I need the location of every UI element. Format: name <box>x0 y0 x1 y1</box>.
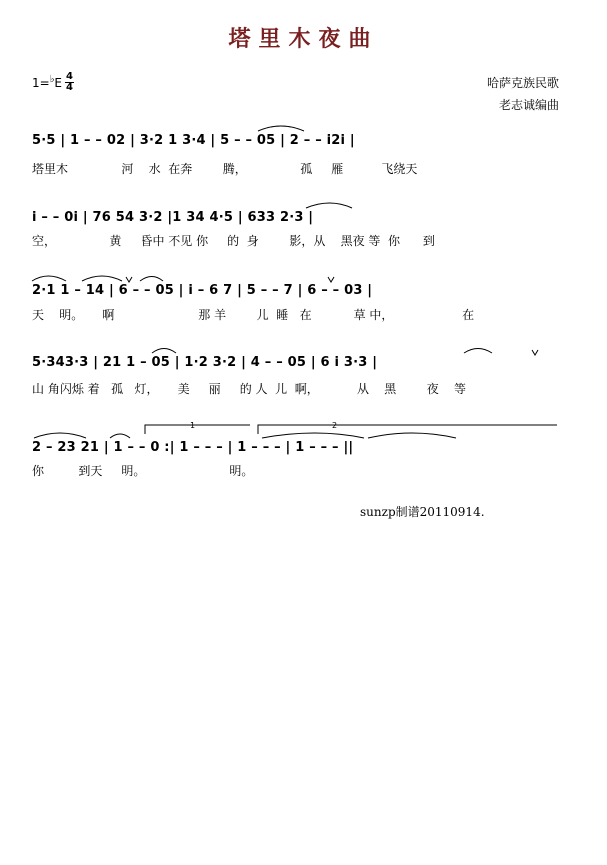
breath-mark <box>328 277 334 282</box>
lyrics-row-4: 山 角闪烁 着 孤 灯， 美 丽 的 人 儿 啊， 从 黑 夜 等 <box>32 382 466 396</box>
volta-label-1: 1 <box>190 421 196 430</box>
slur <box>34 433 86 438</box>
slur <box>32 276 66 281</box>
time-unit: 4 <box>66 82 73 93</box>
slur <box>82 276 122 281</box>
credit-arranger: 老志诚编曲 <box>498 98 559 112</box>
time-beats: 4 <box>66 71 73 82</box>
slur <box>306 203 352 208</box>
song-title: 塔里木夜曲 <box>228 26 379 52</box>
notation-row-2: i – – 0i | 76 54 3·2 |1 34 4·5 | 633 2·3 | <box>32 210 314 225</box>
volta-label-2: 2 <box>332 421 338 430</box>
breath-mark <box>126 277 132 282</box>
tie <box>262 433 364 438</box>
slur <box>258 126 304 131</box>
breath-mark <box>532 350 538 355</box>
key-note: E <box>54 75 63 90</box>
slur <box>152 349 176 354</box>
credit-origin: 哈萨克族民歌 <box>486 76 559 90</box>
notation-row-4: 5·343·3 | 21 1 – 05 | 1·2 3·2 | 4 – – 05 | 6 i 3·3 | <box>32 355 378 370</box>
notation-row-5: 2 – 23 21 | 1 – – 0 :| 1 – – – | 1 – – – | 1 – – – || <box>32 440 354 455</box>
notation-row-3: 2·1 1 – 14 | 6 – – 05 | i – 6 7 | 5 – – 7 | 6 – – 03 | <box>32 283 373 298</box>
slur <box>464 349 492 354</box>
lyrics-row-5: 你 到天 明。 明。 <box>32 464 254 478</box>
time-signature <box>65 72 74 93</box>
slur <box>140 277 163 282</box>
notation-row-1: 5·5 | 1 – – 02 | 3·2 1 3·4 | 5 – – 05 | 2 – – i2i | <box>32 133 355 148</box>
key-signature <box>32 72 74 93</box>
slur <box>110 434 130 438</box>
volta-bracket-1 <box>145 421 250 434</box>
lyrics-row-3: 天 明。 啊 那 羊 儿 睡 在 草 中， 在 <box>32 308 475 322</box>
transcriber-signature: sunzp制谱20110914. <box>360 505 485 519</box>
lyrics-row-1: 塔里木 河 水 在奔 腾， 孤 雁 飞绕天 <box>32 162 418 176</box>
lyrics-row-2: 空， 黄 昏中 不见 你 的 身 影，从 黑夜 等 你 到 <box>32 234 435 248</box>
volta-bracket-2 <box>258 421 557 434</box>
tie <box>368 433 456 438</box>
key-prefix: 1= <box>32 75 50 90</box>
flat-icon: ♭ <box>49 74 55 85</box>
